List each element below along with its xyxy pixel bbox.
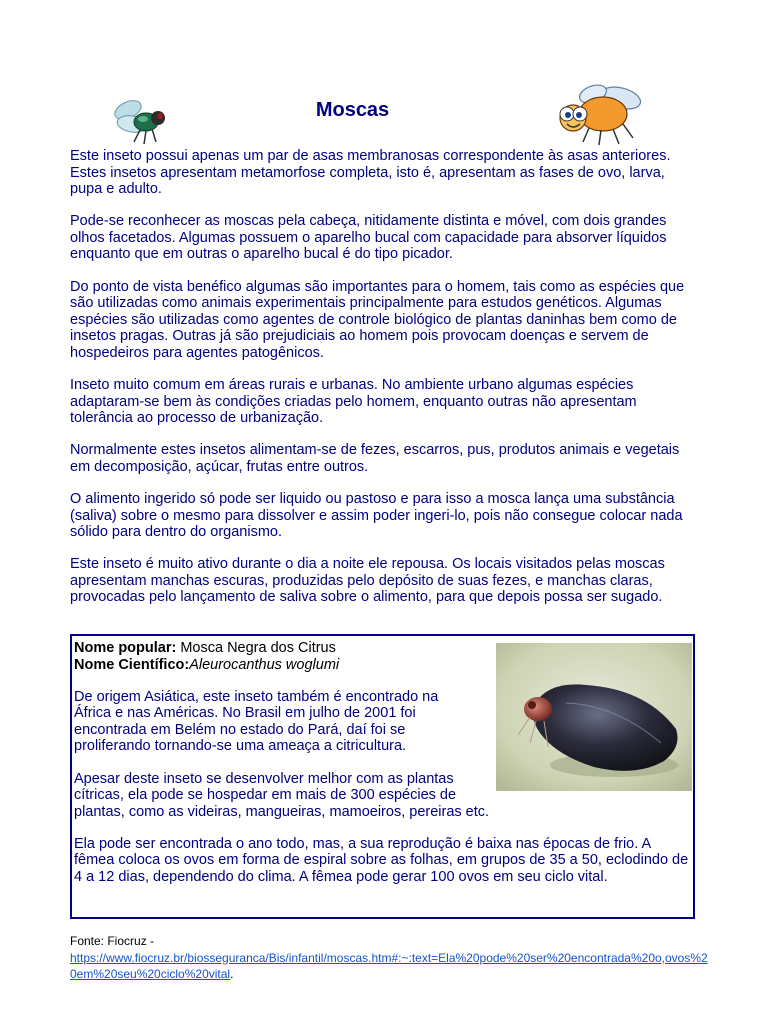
paragraph: Este inseto é muito ativo durante o dia a noite ele repousa. Os locais visitados pelas moscas apresentam manchas escuras, produzidas pelo depósito de suas fezes, e manchas claras, provocadas pelo lançamento de saliva sobre o alimento, para que depois possa ser sugado. xyxy=(70,556,665,606)
source-link[interactable]: https://www.fiocruz.br/biosseguranca/Bis/infantil/moscas.htm#:~:text=Ela%20pode%20ser%20encontrada%20o,ovos%20em%20seu%20ciclo%20vital xyxy=(70,950,708,981)
paragraph: Este inseto possui apenas um par de asas membranosas correspondente às asas anteriores. Estes insetos apresentam metamorfose completa, isto é, apresentam as fases de ovo, larva, pupa e adulto. xyxy=(70,148,671,198)
box-paragraph: Apesar deste inseto se desenvolver melhor com as plantas cítricas, ela pode se hospedar em mais de 300 espécies de plantas, como as videiras, mangueiras, mamoeiros, pereiras etc. xyxy=(74,770,490,820)
popular-name-value: Mosca Negra dos Citrus xyxy=(176,640,336,656)
source-label: Fonte: Fiocruz - xyxy=(70,934,155,948)
page-title: Moscas xyxy=(315,99,390,121)
source-trail: . xyxy=(230,967,234,981)
box-paragraph: De origem Asiática, este inseto também é encontrado na África e nas Américas. No Brasil em julho de 2001 foi encontrada em Belém no estado do Pará, daí foi se proliferando tornando-se uma ameaça a citricultura. xyxy=(74,688,439,755)
paragraph: Do ponto de vista benéfico algumas são importantes para o homem, tais como as espécies que são utilizadas como animais experimentais principalmente para estudos genéticos. Algumas espécies são utilizadas como agentes de controle biológico de plantas daninhas bem como de insetos pragas. Outras já são prejudiciais ao homem pois provocam doenças e servem de hospedeiros para agentes patogênicos. xyxy=(70,278,685,361)
blackfly-photo xyxy=(496,643,692,791)
cartoon-fly-icon xyxy=(553,82,649,148)
species-info-box xyxy=(70,634,695,919)
scientific-name-label: Nome Científico: xyxy=(74,656,190,673)
source-citation xyxy=(70,933,710,983)
paragraph: Inseto muito comum em áreas rurais e urbanas. No ambiente urbano algumas espécies adaptaram-se bem às condições criadas pelo homem, enquanto outras não apresentam tolerância ao processo de urbanização. xyxy=(70,377,637,427)
paragraph: Normalmente estes insetos alimentam-se de fezes, escarros, pus, produtos animais e vegetais em decomposição, açúcar, frutas entre outros. xyxy=(70,442,680,475)
scientific-name-value: Aleurocanthus woglumi xyxy=(189,656,340,673)
paragraph: Pode-se reconhecer as moscas pela cabeça, nitidamente distinta e móvel, com dois grandes olhos facetados. Algumas possuem o aparelho bucal com capacidade para absorver líquidos enquanto que em outras o aparelho bucal é do tipo picador. xyxy=(70,213,667,263)
popular-name-label: Nome popular: xyxy=(74,640,177,656)
box-paragraph: Ela pode ser encontrada o ano todo, mas, a sua reprodução é baixa nas épocas de frio. A fêmea coloca os ovos em forma de espiral sobre as folhas, em grupos de 35 a 50, eclodindo de 4 a 12 dias, dependendo do clima. A fêmea pode gerar 100 ovos em seu ciclo vital. xyxy=(74,835,689,886)
article-body xyxy=(70,148,700,622)
paragraph: O alimento ingerido só pode ser liquido ou pastoso e para isso a mosca lança uma substância (saliva) sobre o mesmo para dissolver e assim poder ingeri-lo, pois não consegue colocar nada sólido para dentro do organismo. xyxy=(70,491,683,541)
